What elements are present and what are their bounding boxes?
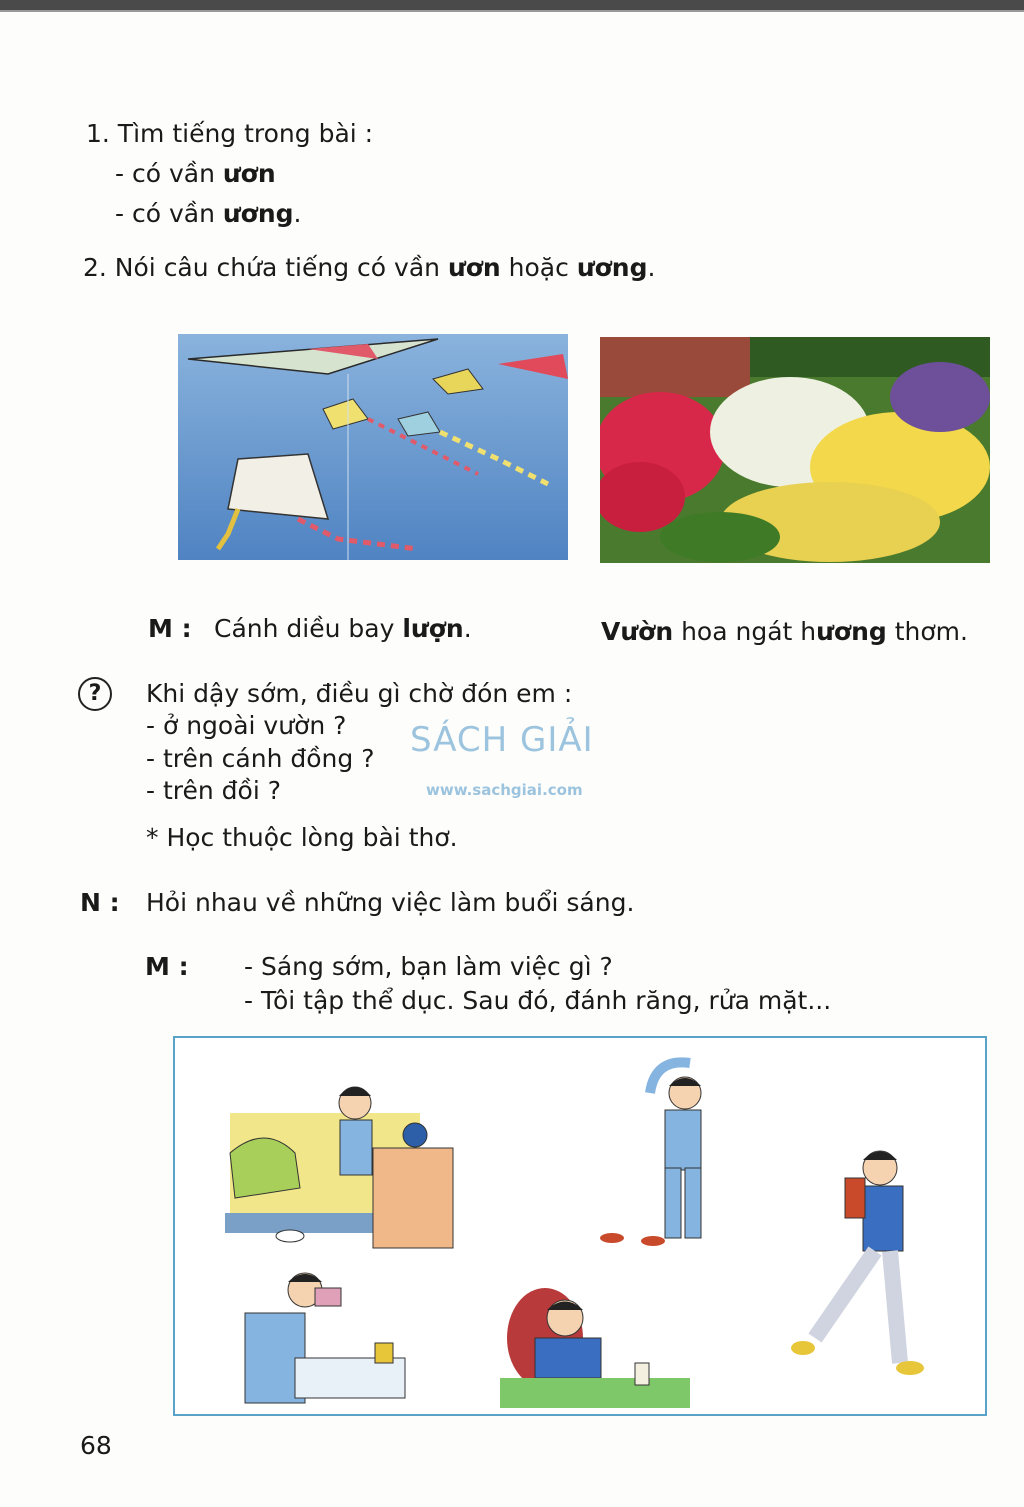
speaking-label: N : <box>80 888 120 917</box>
question-main: Khi dậy sớm, điều gì chờ đón em : <box>146 679 573 708</box>
example-sentence-kite: Cánh diều bay lượn. <box>214 614 472 643</box>
question-item: - ở ngoài vườn ? <box>146 711 347 740</box>
exercise-1-item-1: - có vần ươn <box>115 159 276 188</box>
top-border <box>0 0 1024 12</box>
memorize-note: * Học thuộc lòng bài thơ. <box>146 823 458 852</box>
washing-face-scene <box>245 1273 405 1403</box>
watermark-url: www.sachgiai.com <box>426 781 583 799</box>
kites-image <box>178 334 568 560</box>
question-item: - trên đồi ? <box>146 776 281 805</box>
example-label: M : <box>148 614 192 643</box>
speaking-task: Hỏi nhau về những việc làm buổi sáng. <box>146 888 635 917</box>
walking-to-school-scene <box>791 1151 924 1375</box>
question-icon: ? <box>78 677 112 711</box>
exercise-2: 2. Nói câu chứa tiếng có vần ươn hoặc ương. <box>83 253 656 282</box>
flower-garden-image <box>600 337 990 563</box>
dialogue-line: - Tôi tập thể dục. Sau đó, đánh răng, rửa mặt... <box>244 986 832 1015</box>
question-item: - trên cánh đồng ? <box>146 744 375 773</box>
example-sentence-garden: Vườn hoa ngát hương thơm. <box>601 617 968 646</box>
dialogue-line: - Sáng sớm, bạn làm việc gì ? <box>244 952 613 981</box>
eating-breakfast-scene <box>500 1288 690 1408</box>
waking-up-scene <box>225 1087 453 1248</box>
speaking-example-label: M : <box>145 952 189 981</box>
morning-activities-illustration <box>173 1036 987 1416</box>
watermark-brand: SÁCH GIẢI <box>410 720 594 760</box>
exercising-scene <box>600 1062 701 1246</box>
page-number: 68 <box>80 1431 112 1460</box>
exercise-1-title: 1. Tìm tiếng trong bài : <box>86 119 374 148</box>
exercise-1-item-2: - có vần ương. <box>115 199 302 228</box>
